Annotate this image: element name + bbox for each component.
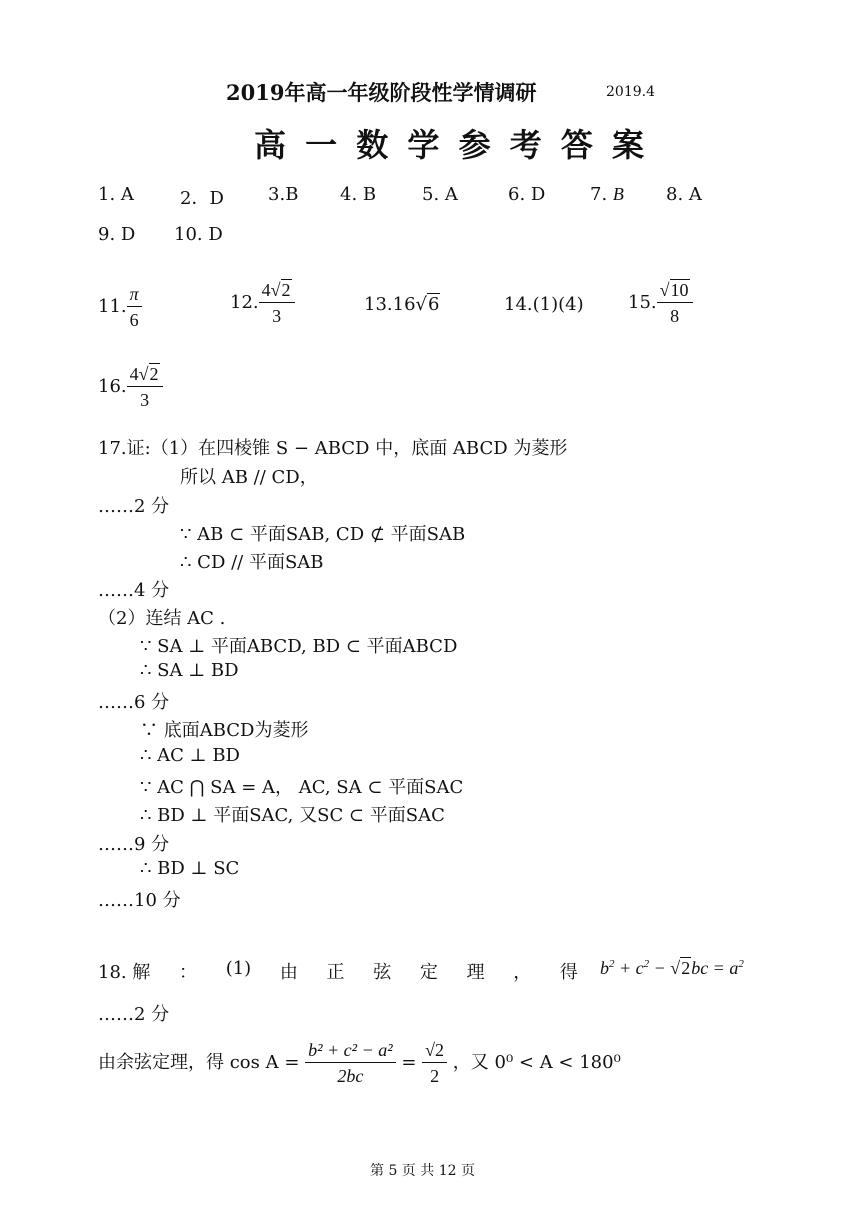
q17-line-9: ∴ AC ⊥ BD bbox=[140, 745, 240, 766]
q17-line-1: 17.证:（1）在四棱锥 S − ABCD 中，底面 ABCD 为菱形 bbox=[98, 438, 568, 459]
q17-line-3: ∵ AB ⊂ 平面SAB, CD ⊄ 平面SAB bbox=[180, 524, 466, 545]
q17-score-1: ……2 分 bbox=[98, 496, 170, 517]
answer-1: 1. A bbox=[98, 184, 134, 205]
answer-11: 11. $\frac{\pi}{6}$ bbox=[98, 284, 142, 330]
q18-heading: 18. 解 ： (1) 由 正 弦 定 理 ， 得 bbox=[98, 958, 578, 983]
page-subtitle: 高 一 数 学 参 考 答 案 bbox=[254, 126, 648, 164]
document-title: 2019年高一年级阶段性学情调研 bbox=[226, 80, 537, 105]
answer-4: 4. B bbox=[340, 184, 377, 205]
answer-16: 16. $\frac{4√2}{3}$ bbox=[98, 364, 163, 410]
answer-2: 2．D bbox=[180, 188, 224, 209]
q17-score-4: ……9 分 bbox=[98, 834, 170, 855]
q17-score-5: ……10 分 bbox=[98, 890, 181, 911]
q18-equation: $b^2 + c^2 - √2bc = a^2$ bbox=[600, 958, 744, 978]
page-footer: 第 5 页 共 12 页 bbox=[370, 1163, 475, 1179]
answer-7: 7. B bbox=[590, 184, 624, 205]
answer-8: 8. A bbox=[666, 184, 702, 205]
q17-score-2: ……4 分 bbox=[98, 580, 170, 601]
q17-line-2: 所以 AB // CD， bbox=[180, 467, 318, 488]
q18-score-1: ……2 分 bbox=[98, 1004, 170, 1025]
document-date: 2019.4 bbox=[606, 84, 655, 100]
answer-6: 6. D bbox=[508, 184, 546, 205]
answer-10: 10. D bbox=[174, 224, 223, 245]
answer-5: 5. A bbox=[422, 184, 458, 205]
q18-cosine-line: 由余弦定理，得 cos A = $\frac{\text{b² + c² − a²}}{2bc}$ = $\frac{√2}{2}$ ，又 0⁰ < A < 180⁰ bbox=[98, 1040, 621, 1086]
q17-line-10: ∵ AC ⋂ SA = A， AC, SA ⊂ 平面SAC bbox=[140, 777, 464, 798]
q17-line-11: ∴ BD ⊥ 平面SAC, 又SC ⊂ 平面SAC bbox=[140, 805, 445, 826]
answer-15: 15. $\frac{√10}{8}$ bbox=[628, 280, 693, 326]
q17-line-8: ∵ 底面ABCD为菱形 bbox=[140, 720, 309, 741]
answer-13: 13.16√6 bbox=[364, 294, 440, 315]
answer-3: 3.B bbox=[268, 184, 299, 205]
answer-9: 9. D bbox=[98, 224, 136, 245]
q17-line-6: ∵ SA ⊥ 平面ABCD, BD ⊂ 平面ABCD bbox=[140, 636, 458, 657]
q17-line-7: ∴ SA ⊥ BD bbox=[140, 660, 239, 681]
answer-12: 12. $\frac{4√2}{3}$ bbox=[230, 280, 295, 326]
q17-line-4: ∴ CD // 平面SAB bbox=[180, 552, 324, 573]
q17-line-5: （2）连结 AC . bbox=[98, 608, 226, 629]
answer-14: 14.(1)(4) bbox=[504, 294, 584, 315]
q17-line-12: ∴ BD ⊥ SC bbox=[140, 858, 240, 879]
q17-score-3: ……6 分 bbox=[98, 692, 170, 713]
